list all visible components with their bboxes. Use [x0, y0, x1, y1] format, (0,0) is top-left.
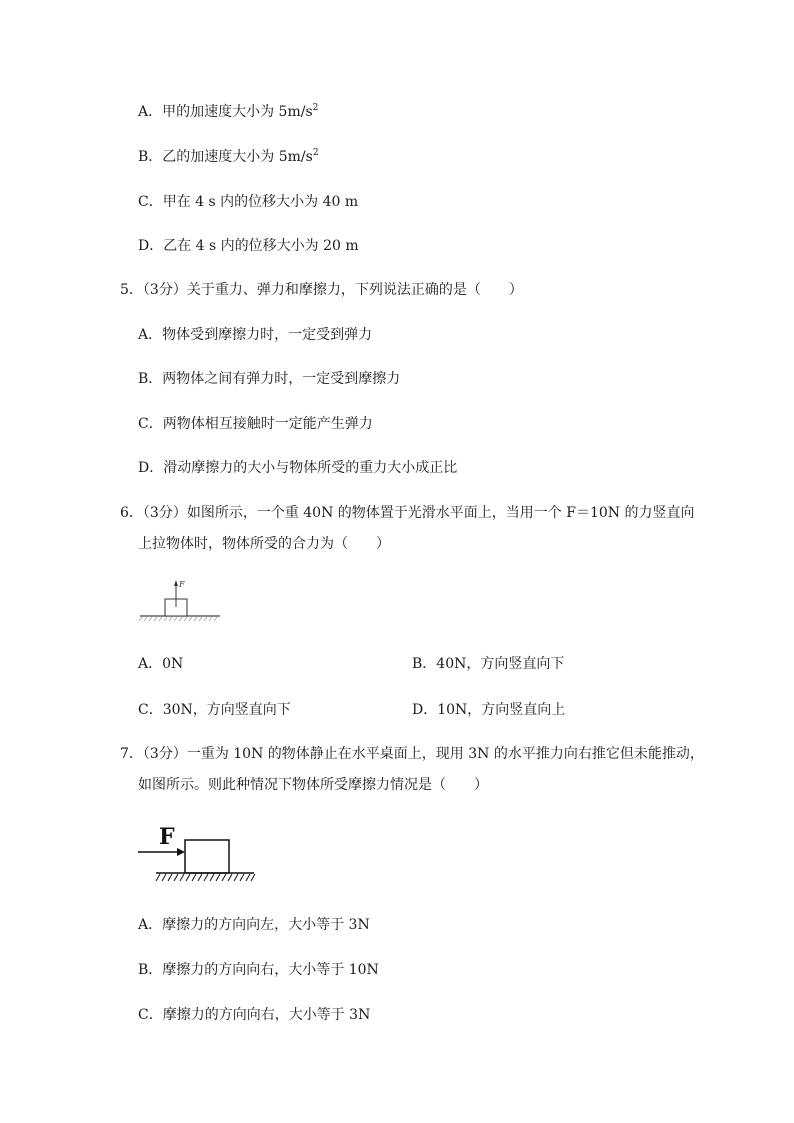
q7-figure-force-label: F: [159, 824, 175, 850]
q7-option-c: C．摩擦力的方向向右，大小等于 3N: [138, 1007, 371, 1023]
q4-option-b: B．乙的加速度大小为 $5m/s^2$: [138, 148, 319, 165]
q6-option-b: B．40N，方向竖直向下: [412, 656, 565, 672]
q5-option-d: D．滑动摩擦力的大小与物体所受的重力大小成正比: [138, 460, 458, 476]
q4-option-d: D．乙在 4 s 内的位移大小为 20 m: [138, 238, 359, 254]
q4-option-a: A．甲的加速度大小为 $5m/s^2$: [138, 103, 319, 120]
q5-stem: 5．（3分）关于重力、弹力和摩擦力，下列说法正确的是（ ）: [120, 282, 523, 298]
q6-figure-force-label: F: [179, 580, 185, 589]
q5-option-a: A．物体受到摩擦力时，一定受到弹力: [138, 327, 373, 343]
q7-figure: [136, 820, 260, 888]
q6-stem-line2: 上拉物体时，物体所受的合力为（ ）: [138, 536, 390, 552]
q7-option-b: B．摩擦力的方向向右，大小等于 10N: [138, 962, 379, 978]
q6-option-c: C．30N，方向竖直向下: [138, 702, 291, 718]
q6-figure: [138, 575, 224, 625]
q7-stem-line1: 7．（3分）一重为 10N 的物体静止在水平桌面上，现用 3N 的水平推力向右推它但未能推动，: [120, 746, 704, 762]
q5-option-c: C．两物体相互接触时一定能产生弹力: [138, 416, 373, 432]
q5-option-b: B．两物体之间有弹力时，一定受到摩擦力: [138, 371, 401, 387]
q6-option-a: A．0N: [138, 656, 184, 672]
q7-stem-line2: 如图所示。则此种情况下物体所受摩擦力情况是（ ）: [138, 777, 488, 793]
q6-stem-line1: 6．（3分）如图所示，一个重 40N 的物体置于光滑水平面上，当用一个 F＝10N 的力竖直向: [120, 505, 695, 521]
q6-option-d: D．10N，方向竖直向上: [412, 702, 566, 718]
q4-option-c: C．甲在 4 s 内的位移大小为 40 m: [138, 194, 359, 210]
q7-option-a: A．摩擦力的方向向左，大小等于 3N: [138, 917, 370, 933]
